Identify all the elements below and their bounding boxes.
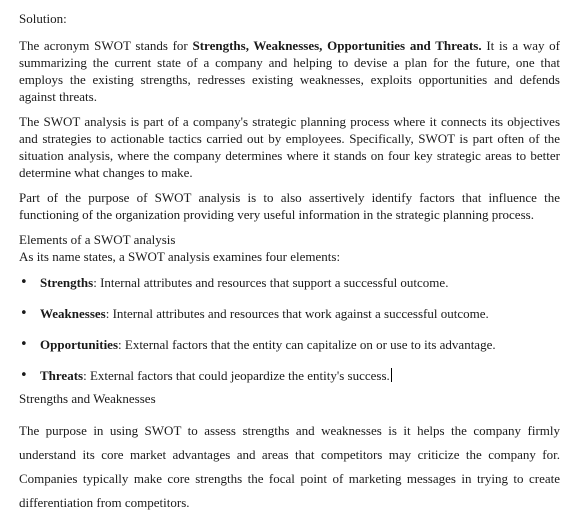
bullet-desc: : Internal attributes and resources that support a successful outcome. <box>93 275 449 290</box>
bullet-icon: • <box>20 306 28 321</box>
bullet-term: Opportunities <box>40 337 119 352</box>
p1-after: It is a way of summarizing the current state of a company and helping to devise a plan for the future, one that employs the existing strengths, redresses existing weaknesses, exploits opportunities and defends against threats. <box>19 38 561 104</box>
strengths-weaknesses-title: Strengths and Weaknesses <box>19 391 156 406</box>
bullet-icon: • <box>20 368 28 383</box>
strengths-weaknesses-paragraph: The purpose in using SWOT to assess strengths and weaknesses is it helps the company firmly understand its core market advantages and areas that competitors may criticize the company for. Companies typically make core strengths the focal point of marketing messages in trying to create differentiation from competitors. <box>19 423 560 510</box>
strategic-planning-paragraph: The SWOT analysis is part of a company's strategic planning process where it connects its objectives and strategies to actionable tactics carried out by employees. Specifically, SWOT is part often of the situation analysis, where the company determines where it stands on four key strategic areas to better determine what changes to make. <box>19 114 560 180</box>
bullet-term: Strengths <box>40 275 94 290</box>
bullet-desc: : External factors that could jeopardize the entity's success. <box>83 368 390 383</box>
elements-list <box>19 274 560 384</box>
bullet-desc: : Internal attributes and resources that work against a successful outcome. <box>105 306 489 321</box>
p1-bold-terms: Strengths, Weaknesses, Opportunities and Threats. <box>192 38 482 53</box>
bullet-desc: : External factors that the entity can capitalize on or use to its advantage. <box>118 337 496 352</box>
bullet-icon: • <box>20 275 28 290</box>
bullet-icon: • <box>20 337 28 352</box>
bullet-term: Threats <box>40 368 84 383</box>
list-item-weaknesses <box>19 305 560 322</box>
elements-title: Elements of a SWOT analysis <box>19 232 176 247</box>
text-cursor[interactable] <box>391 368 392 382</box>
bullet-term: Weaknesses <box>40 306 106 321</box>
list-item-threats <box>19 367 560 384</box>
elements-intro: As its name states, a SWOT analysis examines four elements: <box>19 249 341 264</box>
swot-definition-paragraph <box>19 37 560 105</box>
list-item-opportunities <box>19 336 560 353</box>
list-item-strengths <box>19 274 560 291</box>
p1-before: The acronym SWOT stands for <box>19 38 193 53</box>
solution-label: Solution: <box>19 11 67 26</box>
purpose-paragraph: Part of the purpose of SWOT analysis is to also assertively identify factors that influence the functioning of the organization providing very useful information in the strategic planning process. <box>19 190 560 222</box>
